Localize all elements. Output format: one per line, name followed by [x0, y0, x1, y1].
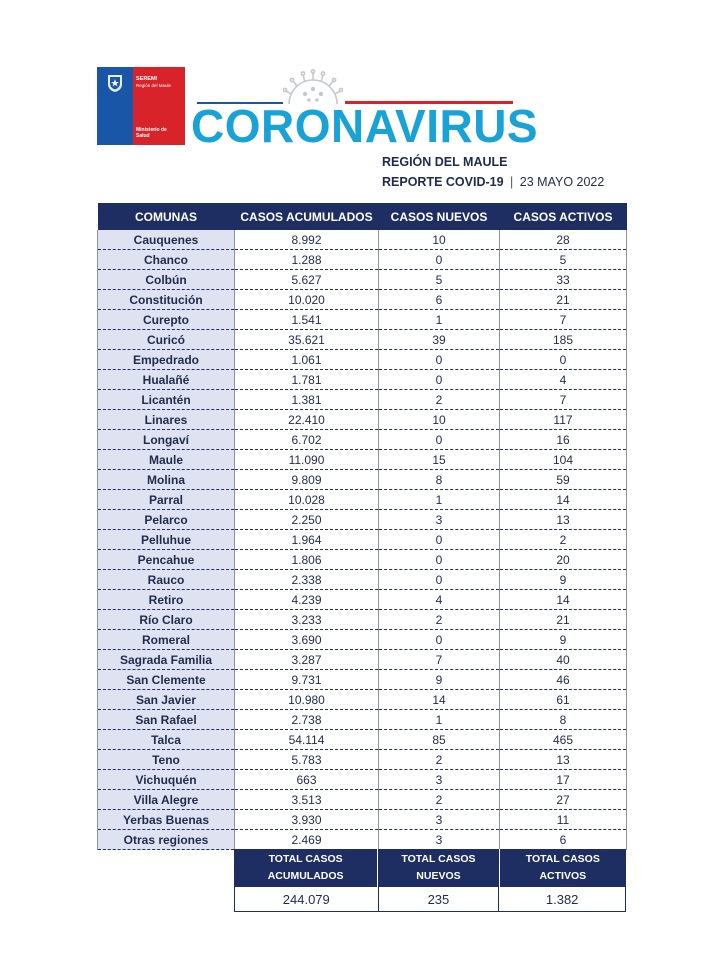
comuna-cell: Longaví	[98, 430, 235, 450]
acumulados-cell: 663	[235, 770, 379, 790]
table-row	[98, 650, 627, 670]
nuevos-cell: 1	[379, 710, 500, 730]
activos-cell: 7	[500, 310, 627, 330]
nuevos-cell: 3	[379, 810, 500, 830]
table-header-row	[98, 203, 627, 230]
table-row	[98, 330, 627, 350]
cases-table	[97, 203, 627, 850]
acumulados-cell: 3.233	[235, 610, 379, 630]
comuna-cell: San Clemente	[98, 670, 235, 690]
comuna-cell: Curepto	[98, 310, 235, 330]
activos-cell: 11	[500, 810, 627, 830]
activos-cell: 46	[500, 670, 627, 690]
activos-cell: 8	[500, 710, 627, 730]
activos-cell: 14	[500, 490, 627, 510]
logo-blue-panel	[97, 67, 133, 145]
table-row	[98, 550, 627, 570]
total-acumulados-label-line1: TOTAL CASOS	[268, 853, 343, 865]
acumulados-cell: 9.731	[235, 670, 379, 690]
table-row	[98, 630, 627, 650]
activos-cell: 40	[500, 650, 627, 670]
table-row	[98, 610, 627, 630]
nuevos-cell: 2	[379, 790, 500, 810]
comuna-cell: Licantén	[98, 390, 235, 410]
acumulados-cell: 11.090	[235, 450, 379, 470]
activos-cell: 17	[500, 770, 627, 790]
activos-cell: 13	[500, 750, 627, 770]
acumulados-cell: 1.781	[235, 370, 379, 390]
table-row	[98, 570, 627, 590]
activos-cell: 117	[500, 410, 627, 430]
nuevos-cell: 8	[379, 470, 500, 490]
acumulados-cell: 1.288	[235, 250, 379, 270]
total-nuevos-value: 235	[378, 887, 499, 911]
activos-cell: 14	[500, 590, 627, 610]
acumulados-cell: 3.930	[235, 810, 379, 830]
ministerio-logo	[97, 67, 185, 145]
table-row	[98, 530, 627, 550]
comuna-cell: Parral	[98, 490, 235, 510]
acumulados-cell: 3.513	[235, 790, 379, 810]
acumulados-cell: 35.621	[235, 330, 379, 350]
acumulados-cell: 4.239	[235, 590, 379, 610]
activos-cell: 6	[500, 830, 627, 850]
column-header-activos: CASOS ACTIVOS	[500, 203, 627, 230]
comuna-cell: Hualañé	[98, 370, 235, 390]
acumulados-cell: 1.964	[235, 530, 379, 550]
acumulados-cell: 3.690	[235, 630, 379, 650]
acumulados-cell: 6.702	[235, 430, 379, 450]
table-row	[98, 670, 627, 690]
nuevos-cell: 15	[379, 450, 500, 470]
comuna-cell: Talca	[98, 730, 235, 750]
nuevos-cell: 2	[379, 610, 500, 630]
acumulados-cell: 10.028	[235, 490, 379, 510]
totals-block	[234, 849, 626, 912]
logo-region: Región del Maule	[136, 83, 172, 88]
table-row	[98, 350, 627, 370]
comuna-cell: Pelluhue	[98, 530, 235, 550]
nuevos-cell: 2	[379, 750, 500, 770]
comuna-cell: Sagrada Familia	[98, 650, 235, 670]
nuevos-cell: 0	[379, 570, 500, 590]
report-title: REPORTE COVID-19	[382, 175, 504, 189]
activos-cell: 2	[500, 530, 627, 550]
nuevos-cell: 3	[379, 770, 500, 790]
activos-cell: 61	[500, 690, 627, 710]
activos-cell: 27	[500, 790, 627, 810]
comuna-cell: Constitución	[98, 290, 235, 310]
logo-red-panel	[133, 67, 185, 145]
table-row	[98, 250, 627, 270]
comuna-cell: Pelarco	[98, 510, 235, 530]
total-activos-label-line1: TOTAL CASOS	[525, 853, 600, 865]
comuna-cell: Curicó	[98, 330, 235, 350]
total-acumulados-value: 244.079	[282, 891, 330, 907]
acumulados-cell: 2.250	[235, 510, 379, 530]
acumulados-cell: 1.061	[235, 350, 379, 370]
acumulados-cell: 8.992	[235, 230, 379, 250]
comuna-cell: San Rafael	[98, 710, 235, 730]
nuevos-cell: 2	[379, 390, 500, 410]
nuevos-cell: 3	[379, 510, 500, 530]
acumulados-cell: 3.287	[235, 650, 379, 670]
activos-cell: 59	[500, 470, 627, 490]
comuna-cell: Teno	[98, 750, 235, 770]
acumulados-cell: 10.020	[235, 290, 379, 310]
nuevos-cell: 39	[379, 330, 500, 350]
acumulados-cell: 2.469	[235, 830, 379, 850]
comuna-cell: Retiro	[98, 590, 235, 610]
comuna-cell: Molina	[98, 470, 235, 490]
table-row	[98, 790, 627, 810]
acumulados-cell: 9.809	[235, 470, 379, 490]
column-header-comunas: COMUNAS	[98, 203, 235, 230]
table-row	[98, 270, 627, 290]
activos-cell: 33	[500, 270, 627, 290]
acumulados-cell: 54.114	[235, 730, 379, 750]
comuna-cell: Chanco	[98, 250, 235, 270]
acumulados-cell: 10.980	[235, 690, 379, 710]
total-nuevos-label-line1: TOTAL CASOS	[401, 853, 476, 865]
column-header-acumulados: CASOS ACUMULADOS	[235, 203, 379, 230]
activos-cell: 104	[500, 450, 627, 470]
nuevos-cell: 4	[379, 590, 500, 610]
report-line	[382, 175, 604, 189]
nuevos-cell: 5	[379, 270, 500, 290]
nuevos-cell: 10	[379, 230, 500, 250]
total-activos-value: 1.382	[498, 887, 625, 911]
total-acumulados-label-line2: ACUMULADOS	[267, 870, 344, 882]
logo-ministerio: Ministerio de Salud	[136, 127, 167, 139]
totals-value-row	[234, 887, 626, 912]
logo-seremi: SEREMI	[136, 76, 158, 82]
activos-cell: 21	[500, 290, 627, 310]
table-row	[98, 290, 627, 310]
acumulados-cell: 5.627	[235, 270, 379, 290]
activos-cell: 20	[500, 550, 627, 570]
table-row	[98, 590, 627, 610]
nuevos-cell: 85	[379, 730, 500, 750]
table-row	[98, 730, 627, 750]
table-row	[98, 490, 627, 510]
comuna-cell: Maule	[98, 450, 235, 470]
comuna-cell: Yerbas Buenas	[98, 810, 235, 830]
nuevos-cell: 1	[379, 490, 500, 510]
report-date: 23 MAYO 2022	[519, 175, 605, 189]
brand-title: CORONAVIRUS	[191, 100, 539, 152]
nuevos-cell: 1	[379, 310, 500, 330]
nuevos-cell: 6	[379, 290, 500, 310]
totals-header-row	[234, 849, 626, 887]
activos-cell: 9	[500, 570, 627, 590]
acumulados-cell: 2.738	[235, 710, 379, 730]
acumulados-cell: 22.410	[235, 410, 379, 430]
table-row	[98, 390, 627, 410]
comuna-cell: Romeral	[98, 630, 235, 650]
acumulados-cell: 1.806	[235, 550, 379, 570]
nuevos-cell: 0	[379, 550, 500, 570]
table-row	[98, 750, 627, 770]
comuna-cell: Rauco	[98, 570, 235, 590]
column-header-nuevos: CASOS NUEVOS	[379, 203, 500, 230]
nuevos-cell: 14	[379, 690, 500, 710]
nuevos-cell: 9	[379, 670, 500, 690]
comuna-cell: Cauquenes	[98, 230, 235, 250]
activos-cell: 9	[500, 630, 627, 650]
acumulados-cell: 1.381	[235, 390, 379, 410]
nuevos-cell: 0	[379, 630, 500, 650]
table-row	[98, 430, 627, 450]
total-activos-label	[499, 849, 626, 887]
report-separator: |	[510, 175, 514, 189]
activos-cell: 185	[500, 330, 627, 350]
activos-cell: 0	[500, 350, 627, 370]
region-title: REGIÓN DEL MAULE	[382, 155, 508, 169]
nuevos-cell: 10	[379, 410, 500, 430]
table-row	[98, 690, 627, 710]
comuna-cell: Colbún	[98, 270, 235, 290]
comuna-cell: San Javier	[98, 690, 235, 710]
table-row	[98, 470, 627, 490]
table-row	[98, 770, 627, 790]
nuevos-cell: 0	[379, 370, 500, 390]
total-activos-label-line2: ACTIVOS	[539, 870, 587, 882]
total-nuevos-label-line2: NUEVOS	[416, 870, 461, 882]
activos-cell: 21	[500, 610, 627, 630]
activos-cell: 5	[500, 250, 627, 270]
total-nuevos-label	[377, 849, 498, 887]
nuevos-cell: 0	[379, 250, 500, 270]
comuna-cell: Villa Alegre	[98, 790, 235, 810]
comuna-cell: Vichuquén	[98, 770, 235, 790]
activos-cell: 465	[500, 730, 627, 750]
table-row	[98, 310, 627, 330]
activos-cell: 4	[500, 370, 627, 390]
table-row	[98, 830, 627, 850]
table-row	[98, 230, 627, 250]
activos-cell: 16	[500, 430, 627, 450]
table-row	[98, 510, 627, 530]
crest-icon	[106, 73, 124, 93]
nuevos-cell: 3	[379, 830, 500, 850]
nuevos-cell: 0	[379, 430, 500, 450]
table-row	[98, 810, 627, 830]
nuevos-cell: 7	[379, 650, 500, 670]
comuna-cell: Pencahue	[98, 550, 235, 570]
activos-cell: 28	[500, 230, 627, 250]
comuna-cell: Empedrado	[98, 350, 235, 370]
activos-cell: 13	[500, 510, 627, 530]
acumulados-cell: 5.783	[235, 750, 379, 770]
acumulados-cell: 1.541	[235, 310, 379, 330]
comuna-cell: Otras regiones	[98, 830, 235, 850]
table-row	[98, 410, 627, 430]
activos-cell: 7	[500, 390, 627, 410]
comuna-cell: Río Claro	[98, 610, 235, 630]
total-acumulados-label	[234, 849, 377, 887]
comuna-cell: Linares	[98, 410, 235, 430]
table-row	[98, 710, 627, 730]
table-row	[98, 370, 627, 390]
nuevos-cell: 0	[379, 350, 500, 370]
nuevos-cell: 0	[379, 530, 500, 550]
table-row	[98, 450, 627, 470]
acumulados-cell: 2.338	[235, 570, 379, 590]
